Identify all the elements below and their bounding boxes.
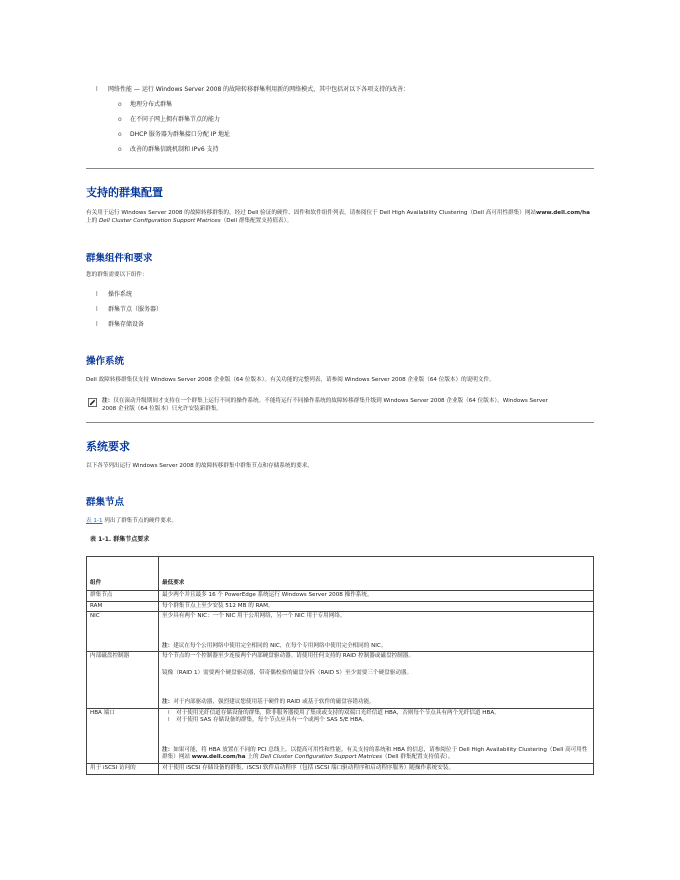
note-label: 注：: [102, 398, 114, 404]
cell-note: [162, 747, 590, 762]
note-label: 注：: [162, 642, 174, 649]
requirements-table: [86, 556, 594, 775]
divider: [86, 422, 594, 423]
text: 上的: [86, 217, 99, 224]
cell-component: 用于 iSCSI 访问的: [87, 764, 159, 775]
header-component: 组件: [87, 557, 159, 591]
list-item-text: 群集节点（服务器）: [108, 306, 163, 313]
bullet-mark: l: [168, 709, 170, 716]
sub-item: [118, 131, 230, 139]
table-row: [87, 591, 594, 602]
cell-note: [162, 699, 590, 707]
cell-requirement: [159, 612, 594, 652]
requirement-text-2: 镜像（RAID 1）需要两个硬盘驱动器，带奇偶校验的磁盘分拆（RAID 5）至少需要三个硬盘驱动器。: [162, 669, 413, 676]
cell-requirement: [159, 708, 594, 763]
cell-requirement: 对于使用 iSCSI 存储设备的群集，iSCSI 软件启动程序（包括 iSCSI 端口驱动程序和启动程序服务）随操作系统安装。: [159, 764, 594, 775]
cell-requirement: [159, 652, 594, 709]
section-title-os: 操作系统: [86, 356, 125, 367]
spacer: [162, 725, 590, 747]
sub-item-text: 改善的群集信跳机制和 IPv6 支持: [130, 146, 219, 153]
cell-component: 群集节点: [87, 591, 159, 602]
bullet-mark: l: [168, 717, 170, 724]
nodes-ref-paragraph: [86, 518, 594, 526]
note-text: 如果可能，将 HBA 放置在不同的 PCI 总线上，以提高可用性和性能。有关支持的系统和 HBA 的信息，请参阅位于 Dell High Availability Clustering（Dell 高可用性群集）网站: [162, 746, 588, 761]
note-text: 上的: [245, 754, 261, 761]
cell-requirement: 最少两个并且最多 16 个 PowerEdge 系统运行 Windows Server 2008 操作系统。: [159, 591, 594, 602]
sub-item: [118, 116, 220, 124]
divider: [86, 168, 594, 169]
table-row: [87, 601, 594, 612]
requirement-text: 每个节点的一个控制器至少连接两个内部硬盘驱动器。请使用任何支持的 RAID 控制器或磁盘控制器。: [162, 653, 414, 660]
system-paragraph: 以下各节列出运行 Windows Server 2008 的故障转移群集中群集节点和存储系统的要求。: [86, 463, 313, 469]
cell-component: 内部磁盘控制器: [87, 652, 159, 709]
spacer: [162, 677, 590, 699]
sub-item-text: 在不同子网上拥有群集节点的能力: [130, 116, 221, 123]
sub-item-text: 地理分布式群集: [130, 101, 173, 108]
supported-paragraph: [86, 210, 594, 225]
os-note: [102, 398, 562, 413]
table-row: [87, 612, 594, 652]
sub-item-text: DHCP 服务器为群集接口分配 IP 地址: [130, 131, 231, 138]
components-intro: 您的群集需要以下组件：: [86, 272, 148, 278]
text: （Dell 群集配置支持值表）。: [220, 217, 293, 224]
bullet-mark: l: [96, 306, 98, 313]
cell-note: [162, 643, 590, 651]
table-header-row: [87, 557, 594, 591]
sub-item: [118, 101, 172, 109]
bullet-mark: l: [96, 321, 98, 328]
bullet-mark: l: [96, 86, 98, 93]
list-item-text: 群集存储设备: [108, 321, 145, 328]
cell-component: RAM: [87, 601, 159, 612]
note-text: 建议在每个公用网络中使用完全相同的 NIC，在每个专用网络中使用完全相同的 NIC。: [173, 642, 387, 649]
sub-item: [118, 146, 219, 154]
sub-mark: o: [118, 116, 122, 123]
note-text: 对于内部驱动器，强烈建议您使用基于硬件的 RAID 或基于软件的磁盘容错功能。: [173, 699, 375, 706]
hba-item-text: 对于使用 SAS 存储设备的群集，每个节点应具有一个或两个 SAS 5/E HBA。: [176, 717, 368, 724]
note-label: 注：: [162, 699, 174, 706]
bullet-mark: l: [96, 291, 98, 298]
requirement-text: 至少具有两个 NIC：一个 NIC 用于公用网络，另一个 NIC 用于专用网络。: [162, 613, 346, 620]
cell-component: NIC: [87, 612, 159, 652]
sub-mark: o: [118, 101, 122, 108]
spacer: [162, 661, 590, 670]
table-ref-link[interactable]: 表 1-1: [86, 518, 103, 524]
table-row: [87, 764, 594, 775]
header-requirement: 最低要求: [159, 557, 594, 591]
cell-component: HBA 端口: [87, 708, 159, 763]
text: 有关用于运行 Windows Server 2008 的故障转移群集的，经过 Dell 验证的硬件、固件和软件组件列表，请参阅位于 Dell High Availability Clustering（Dell 高可用性群集）网站: [86, 210, 537, 216]
cell-requirement: 每个群集节点上至少安装 512 MB 的 RAM。: [159, 601, 594, 612]
section-title-nodes: 群集节点: [86, 497, 125, 508]
note-text: （Dell 群集配置支持值表）。: [382, 754, 454, 761]
matrix-title: Dell Cluster Configuration Support Matrices: [260, 754, 383, 761]
note-pencil-icon: [88, 398, 97, 407]
section-title-components: 群集组件和要求: [86, 253, 153, 264]
sub-mark: o: [118, 146, 122, 153]
os-paragraph: Dell 故障转移群集仅支持 Windows Server 2008 企业版（64 位版本）。有关功能的完整列表，请参阅 Windows Server 2008 企业版（64 位版本）的说明文件。: [86, 377, 495, 383]
hba-item-text: 对于使用光纤信道存储设备的群集，除非服务器使用了集成或支持的双端口光纤信道 HBA，否则每个节点具有两个光纤信道 HBA。: [176, 709, 500, 716]
text: 列出了群集节点的硬件要求。: [102, 518, 178, 524]
hba-item: [162, 717, 590, 725]
section-title-supported: 支持的群集配置: [86, 186, 163, 199]
list-item-text: 操作系统: [108, 291, 133, 298]
table-row: [87, 652, 594, 709]
note-label: 注：: [162, 746, 174, 753]
dell-ha-link[interactable]: www.dell.com/ha: [536, 210, 590, 216]
sub-mark: o: [118, 131, 122, 138]
table-row: [87, 708, 594, 763]
table-title: 表 1-1. 群集节点要求: [90, 536, 150, 543]
dell-ha-link[interactable]: www.dell.com/ha: [191, 754, 246, 761]
bullet-text: 网络性能 — 运行 Windows Server 2008 的故障转移群集利用新的网络模式，其中包括对以下各项支持的改善：: [108, 86, 410, 93]
matrix-title: Dell Cluster Configuration Support Matrices: [98, 217, 221, 224]
section-title-system: 系统要求: [86, 440, 130, 453]
spacer: [162, 621, 590, 643]
note-text: 仅在滚动升级期间才支持在一个群集上运行不同的操作系统。不能将运行不同操作系统的故障转移群集升级到 Windows Server 2008 企业版（64 位版本）。Windows Server 2008 企业版（64 位版本）只允许安装新群集。: [102, 398, 548, 412]
